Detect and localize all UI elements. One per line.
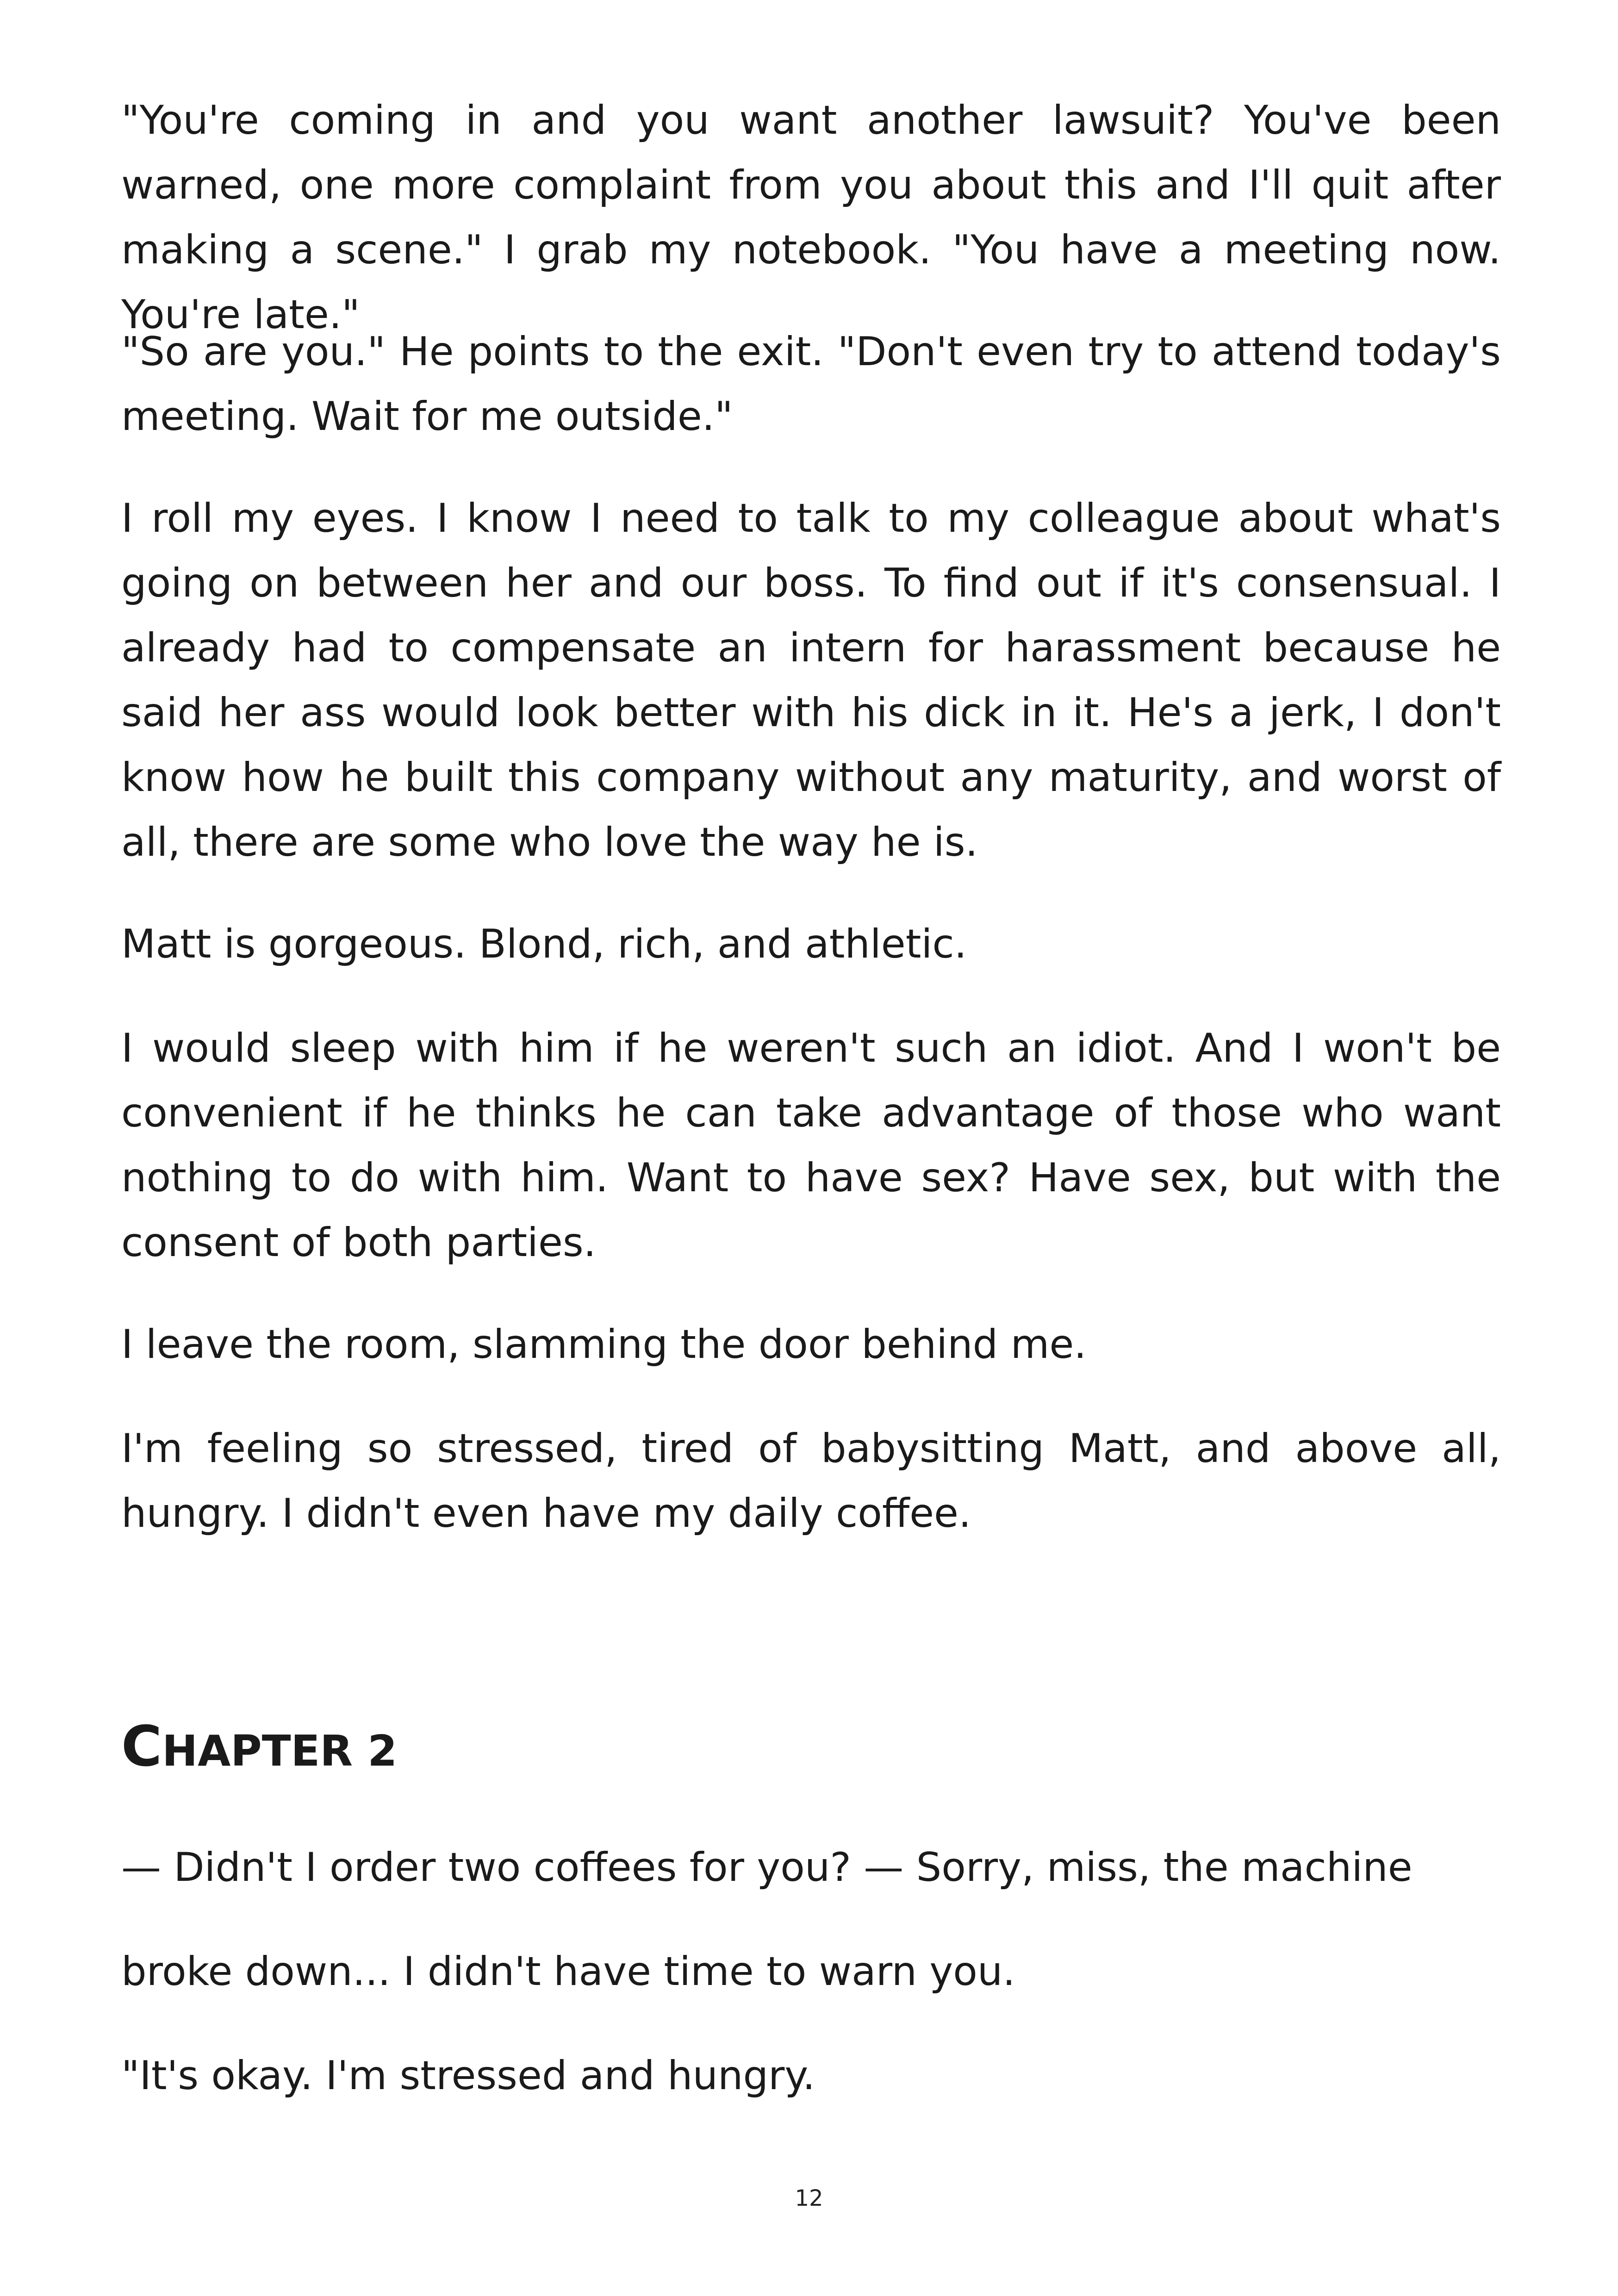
chapter-heading-word: HAPTER xyxy=(162,1726,353,1776)
paragraph: "It's okay. I'm stressed and hungry. xyxy=(121,2053,815,2099)
paragraph-6-block xyxy=(121,1312,1501,1377)
page-number: 12 xyxy=(795,2185,823,2211)
paragraph: I'm feeling so stressed, tired of babysitting Matt, and above all, hungry. I didn't even have my daily coffee. xyxy=(121,1425,1501,1537)
chapter-heading xyxy=(121,1715,397,1784)
chapter-heading-number: 2 xyxy=(367,1726,398,1776)
chapter-paragraph-2-block xyxy=(121,1939,1501,2004)
chapter-paragraph-1-block xyxy=(121,1835,1501,1900)
paragraph-7-block xyxy=(121,1416,1501,1546)
paragraph: — Didn't I order two coffees for you? — Sorry, miss, the machine xyxy=(121,1844,1413,1891)
chapter-heading-initial: C xyxy=(121,1715,162,1779)
paragraph: broke down... I didn't have time to warn you. xyxy=(121,1948,1015,1995)
paragraph-2-block xyxy=(121,319,1501,449)
paragraph: "So are you." He points to the exit. "Don't even try to attend today's meeting. Wait for me outside." xyxy=(121,329,1501,440)
paragraph: I leave the room, slamming the door behind me. xyxy=(121,1321,1087,1368)
paragraph-3-block xyxy=(121,486,1501,875)
paragraph-4-block xyxy=(121,912,1501,977)
paragraph-5-block xyxy=(121,1016,1501,1275)
paragraph: I roll my eyes. I know I need to talk to my colleague about what's going on between her and our boss. To find out if it's consensual. I already had to compensate an intern for harassment because he said her ass would look better with his dick in it. He's a jerk, I don't know how he built this company without any maturity, and worst of all, there are some who love the way he is. xyxy=(121,495,1501,865)
paragraph: Matt is gorgeous. Blond, rich, and athletic. xyxy=(121,921,967,967)
paragraph-1-block xyxy=(121,88,1501,347)
paragraph: I would sleep with him if he weren't such an idiot. And I won't be convenient if he thinks he can take advantage of those who want nothing to do with him. Want to have sex? Have sex, but with the consent of both parties. xyxy=(121,1025,1501,1266)
paragraph: "You're coming in and you want another lawsuit? You've been warned, one more complaint from you about this and I'll quit after making a scene." I grab my notebook. "You have a meeting now. You're late." xyxy=(121,97,1501,338)
chapter-paragraph-3-block xyxy=(121,2043,1501,2108)
